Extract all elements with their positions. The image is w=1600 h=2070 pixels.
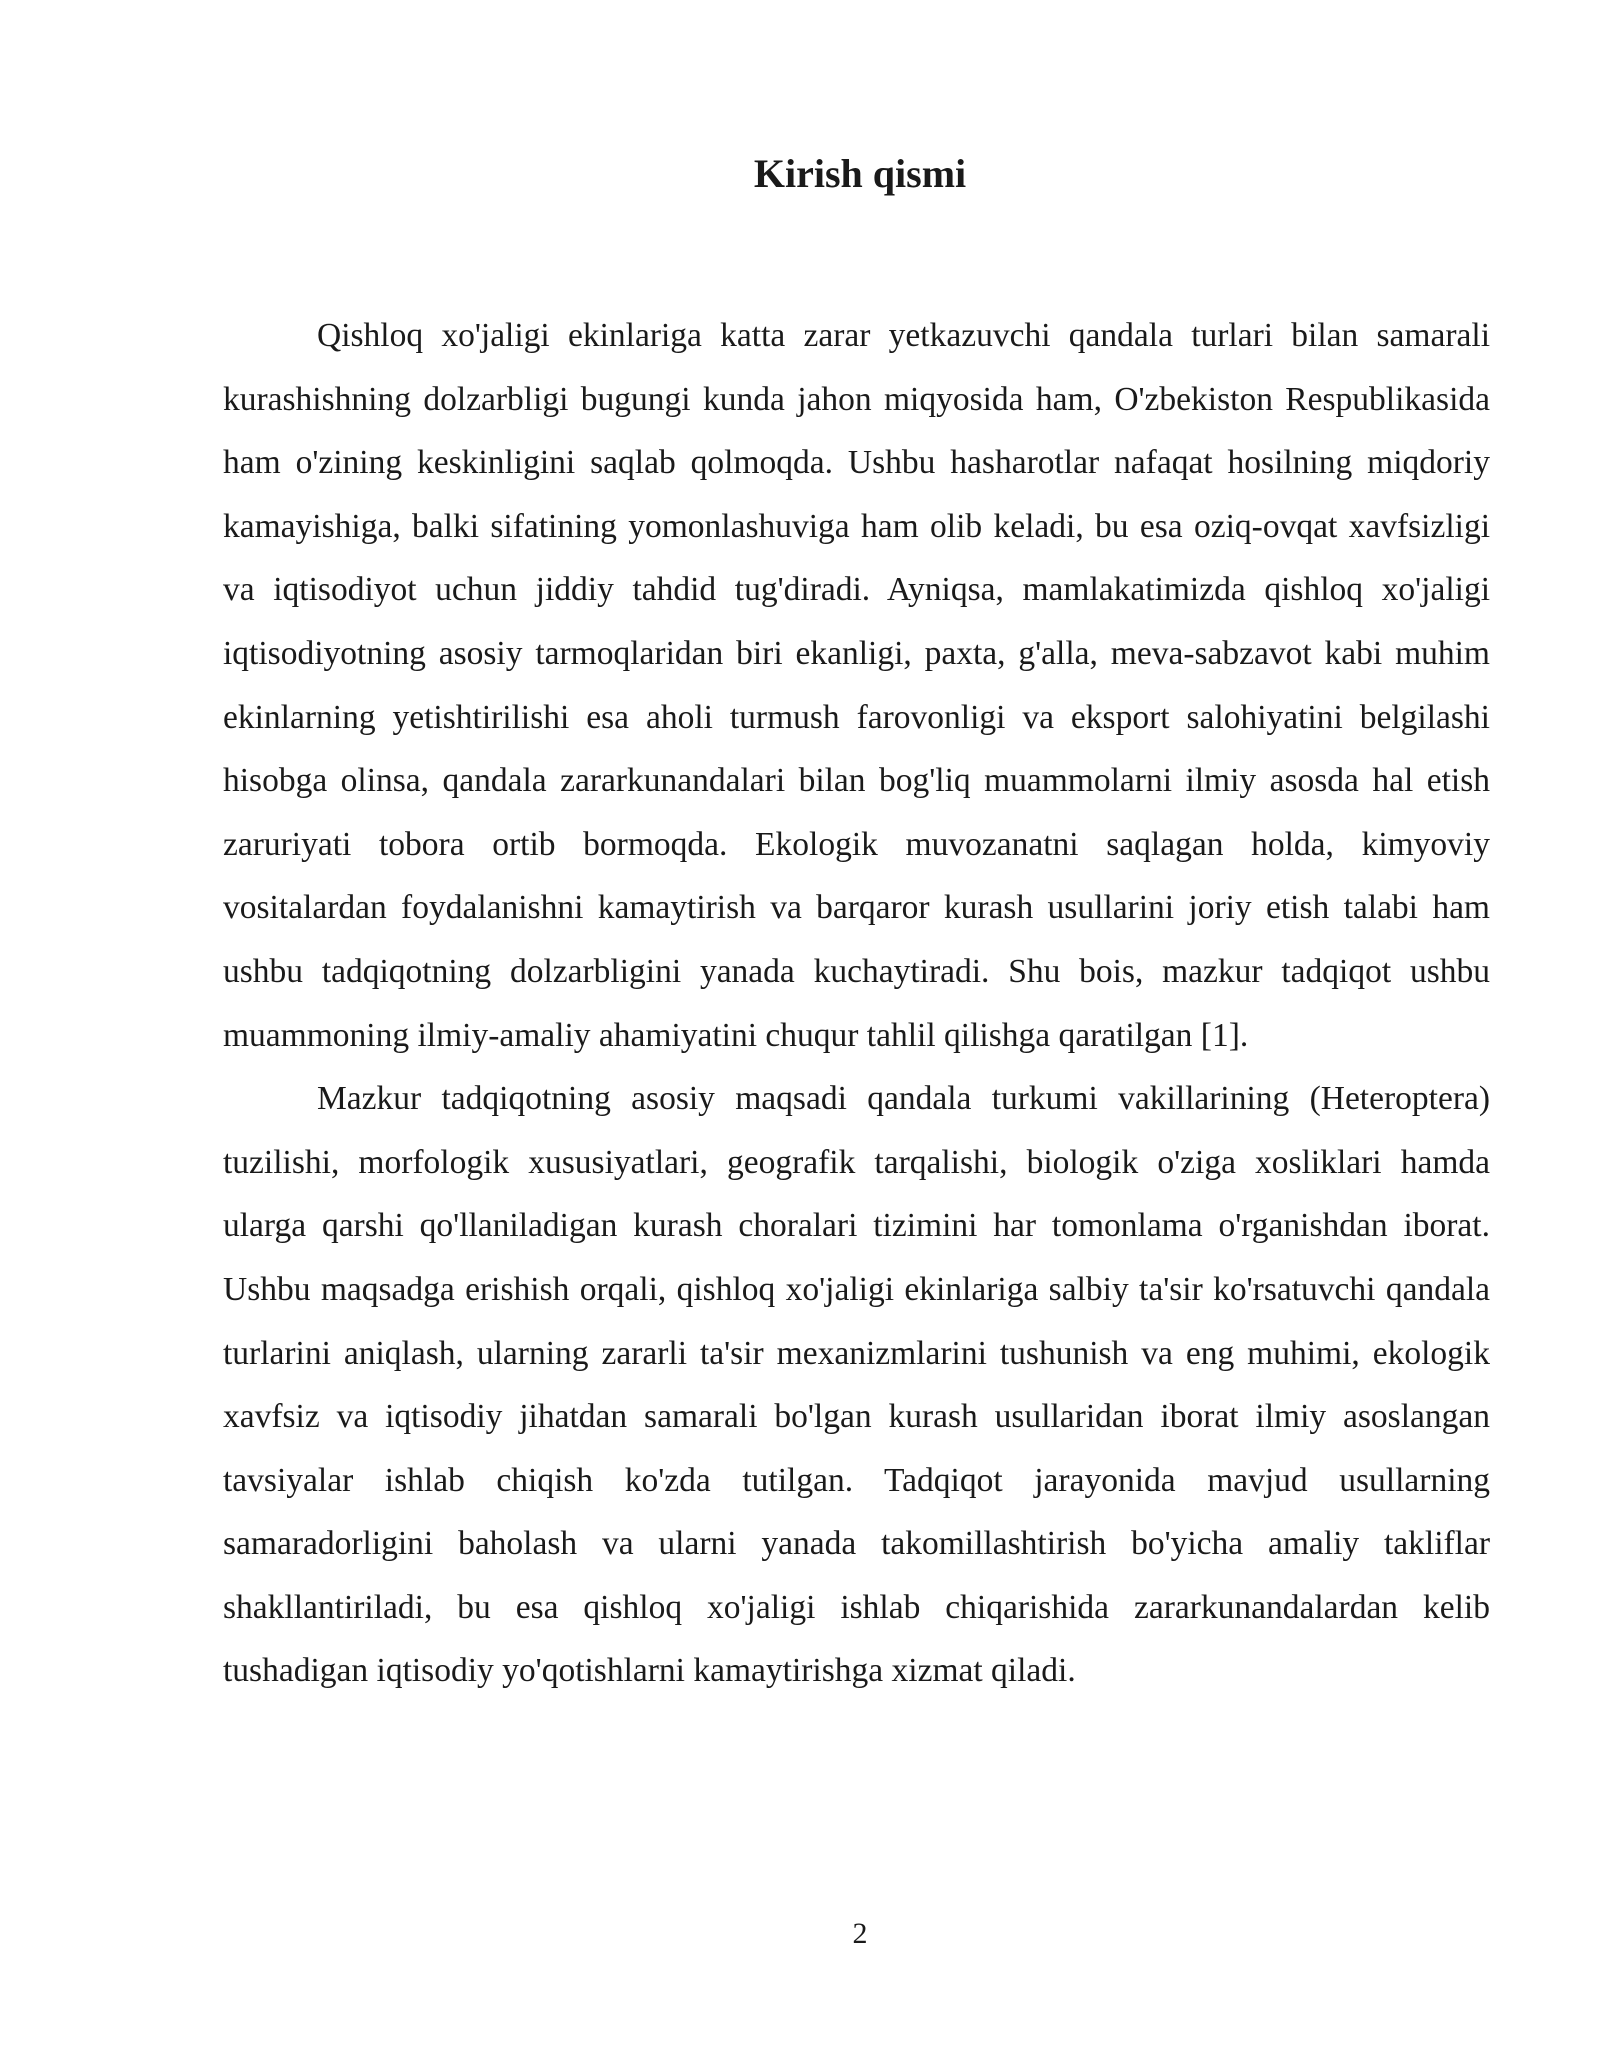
body-text [223,304,1490,1703]
section-title: Kirish qismi [753,151,967,196]
page-number: 2 [852,1917,868,1950]
paragraph-relevance: Qishloq xo'jaligi ekinlariga katta zarar yetkazuvchi qandala turlari bilan samarali kurashishning dolzarbligi bugungi kunda jahon miqyosida ham, O'zbekiston Respublikasida ham o'zining keskinligini saqlab qolmoqda. Ushbu hasharotlar nafaqat hosilning miqdoriy kamayishiga, balki sifatining yomonlashuviga ham olib keladi, bu esa oziq-ovqat xavfsizligi va iqtisodiyot uchun jiddiy tahdid tug'diradi. Ayniqsa, mamlakatimizda qishloq xo'jaligi iqtisodiyotning asosiy tarmoqlaridan biri ekanligi, paxta, g'alla, meva-sabzavot kabi muhim ekinlarning yetishtirilishi esa aholi turmush farovonligi va eksport salohiyatini belgilashi hisobga olinsa, qandala zararkunandalari bilan bog'liq muammolarni ilmiy asosda hal etish zaruriyati tobora ortib bormoqda. Ekologik muvozanatni saqlagan holda, kimyoviy vositalardan foydalanishni kamaytirish va barqaror kurash usullarini joriy etish talabi ham ushbu tadqiqotning dolzarbligini yanada kuchaytiradi. Shu bois, mazkur tadqiqot ushbu muammoning ilmiy-amaliy ahamiyatini chuqur tahlil qilishga qaratilgan [1]. [223,317,1490,1054]
paragraph-objective: Mazkur tadqiqotning asosiy maqsadi qandala turkumi vakillarining (Heteroptera) tuzilishi, morfologik xususiyatlari, geografik tarqalishi, biologik o'ziga xosliklari hamda ularga qarshi qo'llaniladigan kurash choralari tizimini har tomonlama o'rganishdan iborat. Ushbu maqsadga erishish orqali, qishloq xo'jaligi ekinlariga salbiy ta'sir ko'rsatuvchi qandala turlarini aniqlash, ularning zararli ta'sir mexanizmlarini tushunish va eng muhimi, ekologik xavfsiz va iqtisodiy jihatdan samarali bo'lgan kurash usullaridan iborat ilmiy asoslangan tavsiyalar ishlab chiqish ko'zda tutilgan. Tadqiqot jarayonida mavjud usullarning samaradorligini baholash va ularni yanada takomillashtirish bo'yicha amaliy takliflar shakllantiriladi, bu esa qishloq xo'jaligi ishlab chiqarishida zararkunandalardan kelib tushadigan iqtisodiy yo'qotishlarni kamaytirishga xizmat qiladi. [223,1080,1490,1690]
